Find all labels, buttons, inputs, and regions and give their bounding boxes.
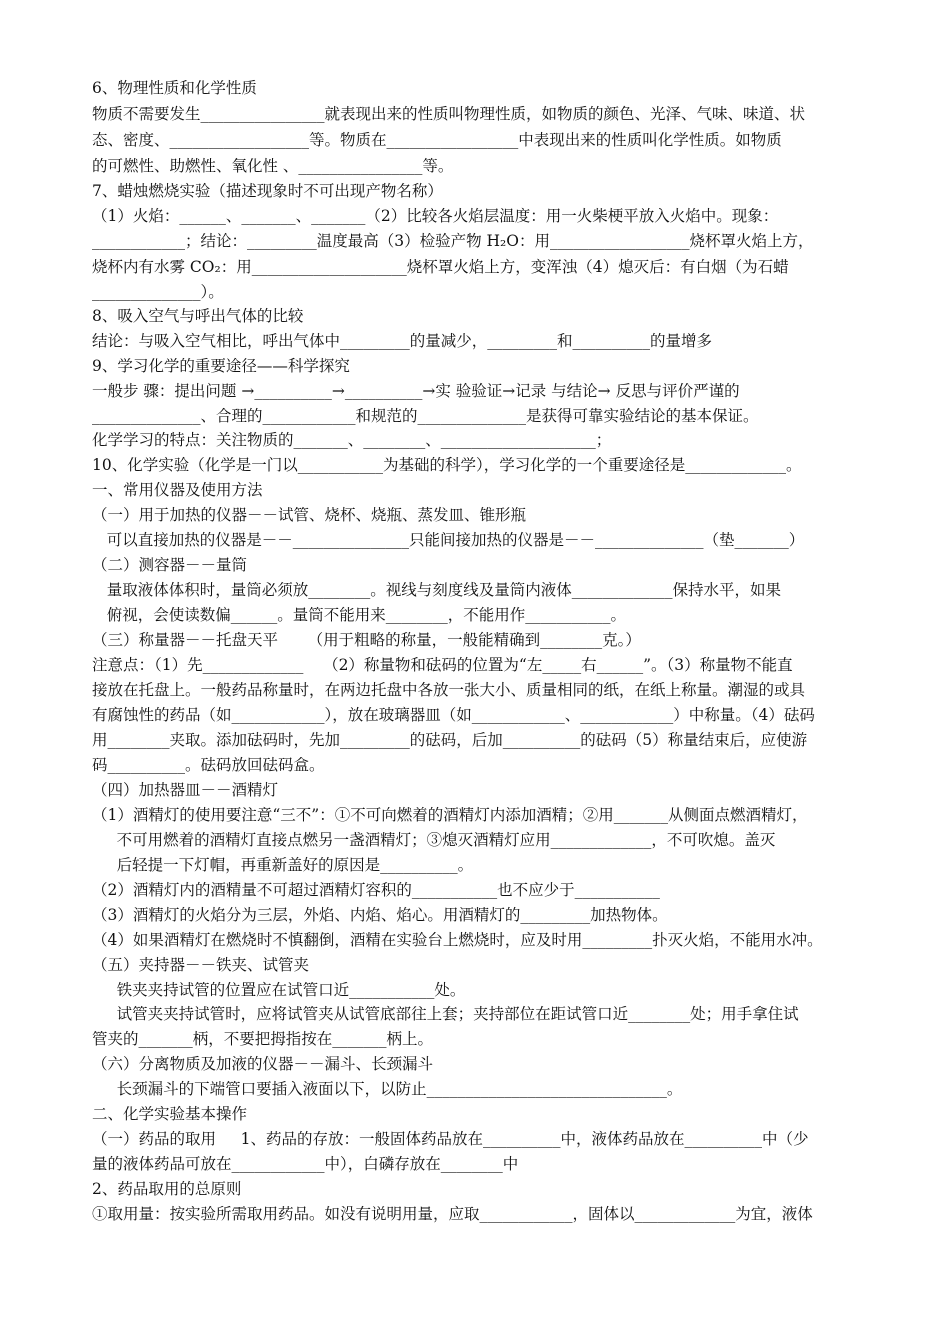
text-line: （一）用于加热的仪器－－试管、烧杯、烧瓶、蒸发皿、锥形瓶 — [92, 506, 527, 524]
text-line: ____________；结论：_________温度最高（3）检验产物 H₂O：用__________________烧杯罩火焰上方， — [92, 232, 814, 250]
text-line: 长颈漏斗的下端管口要插入液面以下，以防止_______________________________。 — [92, 1080, 683, 1098]
text-line: （二）测容器－－量筒 — [92, 556, 248, 574]
text-line: 接放在托盘上。一般药品称量时，在两边托盘中各放一张大小、质量相同的纸，在纸上称量。潮湿的或具 — [92, 681, 806, 699]
text-line: 结论：与吸入空气相比，呼出气体中_________的量减少，_________和__________的量增多 — [92, 332, 713, 350]
text-line: （1）火焰：______、_______、_______（2）比较各火焰层温度：用一火柴梗平放入火焰中。现象： — [92, 207, 779, 225]
text-line: 一般步 骤：提出问题 →__________→__________→实 验验证→记录 与结论→ 反思与评价严谨的 — [92, 382, 740, 400]
text-line: ______________）。 — [92, 283, 224, 301]
text-line: 二、化学实验基本操作 — [92, 1105, 248, 1123]
text-line: 量取液体体积时，量筒必须放________。视线与刻度线及量筒内液体_____________保持水平，如果 — [92, 581, 782, 599]
text-line: 可以直接加热的仪器是－－_______________只能间接加热的仪器是－－______________（垫_______） — [92, 531, 805, 549]
text-line: 管夹的_______柄，不要把拇指按在_______柄上。 — [92, 1030, 434, 1048]
text-line: 一、常用仪器及使用方法 — [92, 481, 263, 499]
text-line: 注意点：（1）先_____________ （2）称量物和砝码的位置为“左_____右______”。（3）称量物不能直 — [92, 656, 793, 674]
text-line: 6、物理性质和化学性质 — [92, 79, 257, 97]
text-line: 8、吸入空气与呼出气体的比较 — [92, 307, 304, 325]
text-line: 物质不需要发生________________就表现出来的性质叫物理性质，如物质的颜色、光泽、气味、味道、状 — [92, 105, 806, 123]
text-line: 后轻提一下灯帽，再重新盖好的原因是__________。 — [92, 856, 474, 874]
text-line: 量的液体药品可放在____________中），白磷存放在________中 — [92, 1155, 519, 1173]
text-line: ①取用量：按实验所需取用药品。如没有说明用量，应取____________，固体以_____________为宜，液体 — [92, 1205, 813, 1223]
text-line: （五）夹持器－－铁夹、试管夹 — [92, 956, 310, 974]
text-line: 码__________。砝码放回砝码盒。 — [92, 756, 325, 774]
text-line: 2、药品取用的总原则 — [92, 1180, 242, 1198]
text-line: 化学学习的特点：关注物质的_______、________、____________________； — [92, 431, 612, 449]
text-line: 试管夹夹持试管时，应将试管夹从试管底部往上套；夹持部位在距试管口近________处；用手拿住试 — [92, 1005, 799, 1023]
text-line: 9、学习化学的重要途径——科学探究 — [92, 357, 350, 375]
text-line: 铁夹夹持试管的位置应在试管口近___________处。 — [92, 981, 466, 999]
text-line: 用________夹取。添加砝码时，先加_________的砝码，后加__________的砝码（5）称量结束后，应使游 — [92, 731, 808, 749]
text-line: 7、蜡烛燃烧实验（描述现象时不可出现产物名称） — [92, 182, 443, 200]
text-line: （1）酒精灯的使用要注意“三不”：①不可向燃着的酒精灯内添加酒精；②用_______从侧面点燃酒精灯， — [92, 806, 808, 824]
text-line: 有腐蚀性的药品（如____________），放在玻璃器皿（如____________、____________）中称量。（4）砝码 — [92, 706, 815, 724]
text-line: ______________、合理的____________和规范的______________是获得可靠实验结论的基本保证。 — [92, 407, 759, 425]
text-line: （4）如果酒精灯在燃烧时不慎翻倒，酒精在实验台上燃烧时，应及时用_________扑灭火焰，不能用水冲。 — [92, 931, 823, 949]
text-line: 烧杯内有水雾 CO₂：用____________________烧杯罩火焰上方，变浑浊（4）熄灭后：有白烟（为石蜡 — [92, 258, 789, 276]
text-line: （三）称量器－－托盘天平 （用于粗略的称量，一般能精确到________克。） — [92, 631, 641, 649]
text-line: （2）酒精灯内的酒精量不可超过酒精灯容积的___________也不应少于___________ — [92, 881, 660, 899]
text-line: （一）药品的取用 1、药品的存放：一般固体药品放在__________中，液体药品放在__________中（少 — [92, 1130, 809, 1148]
text-line: （六）分离物质及加液的仪器－－漏斗、长颈漏斗 — [92, 1055, 434, 1073]
text-line: 的可燃性、助燃性、氧化性 、________________等。 — [92, 157, 454, 175]
text-line: 不可用燃着的酒精灯直接点燃另一盏酒精灯；③熄灭酒精灯应用_____________，不可吹熄。盖灭 — [92, 831, 776, 849]
text-line: 态、密度、__________________等。物质在_________________中表现出来的性质叫化学性质。如物质 — [92, 131, 782, 149]
text-line: （四）加热器皿－－酒精灯 — [92, 781, 279, 799]
text-line: 10、化学实验（化学是一门以___________为基础的科学），学习化学的一个重要途径是_____________。 — [92, 456, 802, 474]
text-line: 俯视，会使读数偏______。量筒不能用来________，不能用作___________。 — [92, 606, 627, 624]
text-line: （3）酒精灯的火焰分为三层，外焰、内焰、焰心。用酒精灯的_________加热物体。 — [92, 906, 668, 924]
